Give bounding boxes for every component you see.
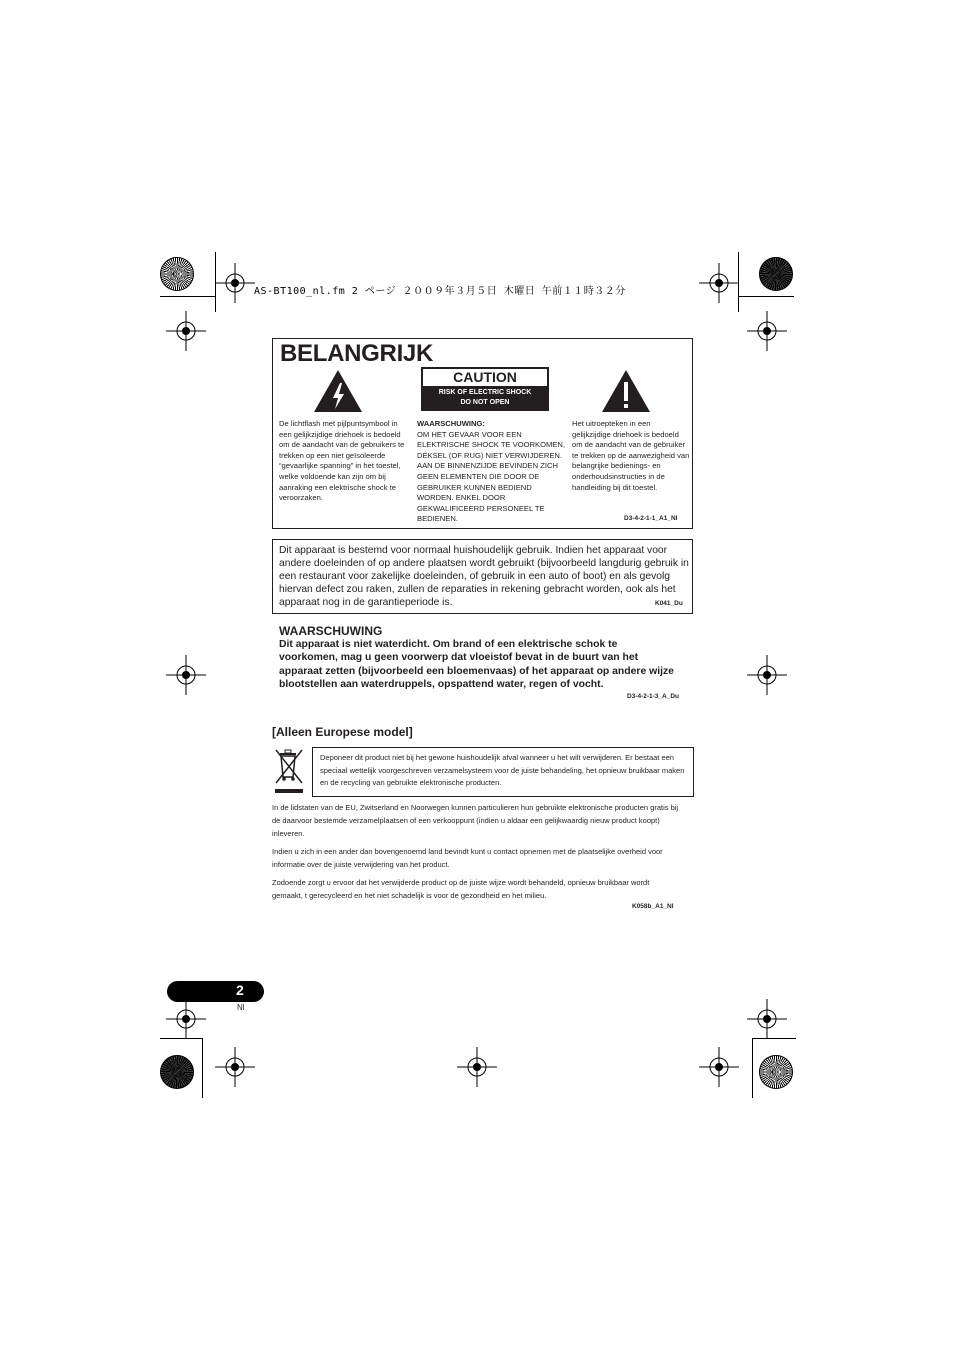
page-number: 2 [236,982,244,998]
eu-model-heading: [Alleen Europese model] [272,725,413,739]
registration-mark-icon [747,999,787,1039]
color-wheel-icon [759,1055,793,1089]
page-language: Nl [237,1003,245,1012]
crop-line [738,296,794,297]
registration-mark-icon [457,1047,497,1087]
exclamation-symbol-text: Het uitroepteken in een gelijkzijdige driehoek is bedoeld om de aandacht van de gebruiker te trekken op de aanwezigheid van belangrijke bedienings- en onderhoudsinstructies in de handleiding bij dit toestel. [572,419,690,492]
eu-paragraph: Indien u zich in een ander dan bovengenoemd land bevindt kunt u contact opnemen met de plaatselijke overheid voor informatie over de juiste verwijdering van het product. [272,847,663,869]
crop-line [160,296,216,297]
shock-warning-heading: WAARSCHUWING: [417,419,485,428]
shock-warning-body: OM HET GEVAAR VOOR EEN ELEKTRISCHE SHOCK TE VOORKOMEN, DEKSEL (OF RUG) NIET VERWIJDEREN. AAN DE BINNENZIJDE BEVINDEN ZICH GEEN ELEMENTEN DIE DOOR DE GEBRUIKER KUNNEN BEDIEND WORDEN. ENKEL DOOR GEKWALIFICEERD PERSONEEL TE BEDIENEN. [417,429,565,524]
print-header: AS-BT100_nl.fm 2 ページ ２００９年３月５日 木曜日 午前１１時３２分 [254,286,626,297]
reference-code: K058b_A1_Nl [632,903,674,910]
lightning-symbol-text: De lichtflash met pijlpuntsymbool in een gelijkzijdige driehoek is bedoeld om de aandacht van de gebruikers te trekken op een niet geïsoleerde “gevaarlijke spanning” in het toestel, welke voldoende kan zijn om bij aanraking een elektrische shock te veroorzaken. [279,419,405,503]
registration-mark-icon [166,311,206,351]
registration-mark-icon [699,1047,739,1087]
exclamation-warning-icon [601,369,651,413]
caution-label: CAUTION [423,369,547,386]
registration-mark-icon [747,655,787,695]
caution-subtitle-line: RISK OF ELECTRIC SHOCK [438,389,532,396]
lightning-warning-icon [313,369,363,413]
page-title: BELANGRIJK [280,340,434,367]
reference-code: K041_Du [655,600,683,607]
shock-warning-text [417,419,565,525]
reference-code: D3-4-2-1-3_A_Du [627,693,680,700]
registration-mark-icon [215,263,255,303]
water-warning-heading: WAARSCHUWING [279,624,383,638]
registration-mark-icon [747,311,787,351]
reference-code: D3-4-2-1-1_A1_Nl [624,515,678,522]
water-warning-text: Dit apparaat is niet waterdicht. Om brand of een elektrische schok te voorkomen, mag u geen voorwerp dat vloeistof bevat in de buurt van het apparaat zetten (bijvoorbeeld een bloemenvaas) of het apparaat op andere wijze blootstellen aan waterdruppels, opspattend water, regen of vocht. [279,639,674,690]
crop-line [752,1038,753,1098]
registration-mark-icon [166,999,206,1039]
eu-paragraph: Zodoende zorgt u ervoor dat het verwijderde product op de juiste wijze wordt behandeld, opnieuw bruikbaar wordt gemaakt, t gerecycleerd en het niet schadelijk is voor de gezondheid en het milieu. [272,878,650,900]
crop-line [202,1038,203,1098]
caution-subtitle-line: DO NOT OPEN [460,399,510,406]
caution-subtitle [421,388,549,408]
household-use-text: Dit apparaat is bestemd voor normaal huishoudelijk gebruik. Indien het apparaat voor andere doeleinden of op andere plaatsen wordt gebruikt (bijvoorbeeld langdurig gebruik in een restaurant voor zakelijke doeleinden, of gebruik in een auto of boot) en als gevolg hiervan defect zou raken, zullen de reparaties in rekening gebracht worden, ook als het apparaat nog in de garantieperiode is. [279,545,689,609]
color-wheel-icon [160,257,194,291]
color-wheel-icon [160,1055,194,1089]
registration-mark-icon [166,655,206,695]
registration-mark-icon [215,1047,255,1087]
eu-paragraph: In de lidstaten van de EU, Zwitserland en Noorwegen kunnen particulieren hun gebruikte elektronische producten gratis bij de daarvoor bestemde verzamelplaatsen of een verkooppunt (indien u aldaar een gelijkwaardig nieuw product koopt) inleveren. [272,803,679,838]
eu-disposal-text: Deponeer dit product niet bij het gewone huishoudelijk afval wanneer u het wilt verwijderen. Er bestaat een speciaal wettelijk voorgeschreven verzamelsysteem voor de juiste behandeling, het opnieuw bruikbaar maken en de recycling van gebruikte elektronische producten. [320,753,685,787]
page-number-tab [167,981,264,1002]
color-wheel-icon [759,257,793,291]
registration-mark-icon [699,263,739,303]
crossed-bin-icon [273,747,305,795]
